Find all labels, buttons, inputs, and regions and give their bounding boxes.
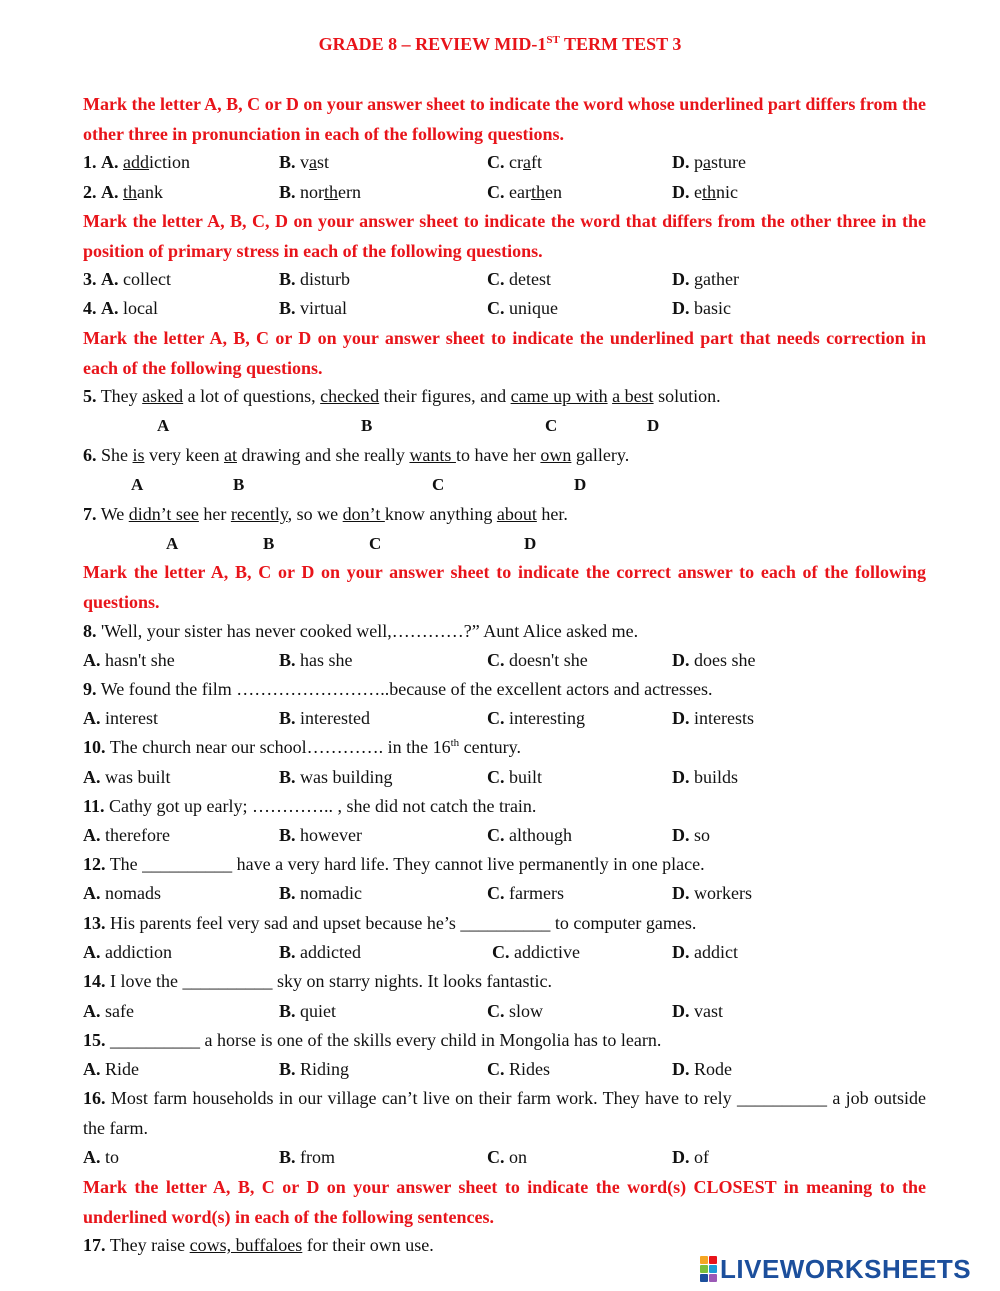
q5-label-c: C: [545, 416, 558, 435]
q5-label-a: A: [157, 416, 170, 435]
q3-option-b[interactable]: B. disturb: [279, 269, 351, 289]
instruction-stress: Mark the letter A, B, C, D on your answer sheet to indicate the word that differs from the other three in the position of primary stress in each of the following questions.: [83, 211, 926, 261]
q12-option-a[interactable]: A. nomads: [83, 883, 161, 903]
q9-option-d[interactable]: D. interests: [672, 708, 754, 728]
instruction-pronunciation: Mark the letter A, B, C or D on your answer sheet to indicate the word whose underlined part differs from the other three in pronunciation in each of the following questions.: [83, 94, 926, 144]
q6-label-d: D: [574, 475, 587, 494]
question-2: 2. A. thank: [83, 182, 164, 202]
q7-label-b: B: [263, 534, 275, 553]
q10-option-d[interactable]: D. builds: [672, 767, 739, 787]
q8-option-c[interactable]: C. doesn't she: [487, 650, 588, 670]
q14-option-d[interactable]: D. vast: [672, 1001, 723, 1021]
q4-option-c[interactable]: C. unique: [487, 298, 558, 318]
q11-option-a[interactable]: A. therefore: [83, 825, 170, 845]
liveworksheets-logo[interactable]: [700, 1254, 971, 1284]
q11-option-d[interactable]: D. so: [672, 825, 711, 845]
question-6: 6. She is very keen at drawing and she really wants to have her own gallery.: [83, 445, 630, 465]
q8-option-b[interactable]: B. has she: [279, 650, 353, 670]
q4-option-d[interactable]: D. basic: [672, 298, 731, 318]
q1-option-b[interactable]: B. vast: [279, 152, 330, 172]
q2-option-b[interactable]: B. northern: [279, 182, 362, 202]
q13-option-d[interactable]: D. addict: [672, 942, 738, 962]
question-17: 17. They raise cows, buffaloes for their own use.: [83, 1235, 434, 1255]
question-4: 4. A. local: [83, 298, 158, 318]
question-12: 12. The __________ have a very hard life. They cannot live permanently in one place.: [83, 854, 705, 874]
q10-option-a[interactable]: A. was built: [83, 767, 171, 787]
question-11: 11. Cathy got up early; ………….. , she did not catch the train.: [83, 796, 537, 816]
q3-option-d[interactable]: D. gather: [672, 269, 739, 289]
q16-option-d[interactable]: D. of: [672, 1147, 709, 1167]
question-1: 1. A. addiction: [83, 152, 190, 172]
logo-text: LIVEWORKSHEETS: [720, 1253, 972, 1284]
q7-label-a: A: [166, 534, 179, 553]
q15-option-d[interactable]: D. Rode: [672, 1059, 732, 1079]
q1-option-d[interactable]: D. pasture: [672, 152, 746, 172]
q6-label-b: B: [233, 475, 245, 494]
q8-option-d[interactable]: D. does she: [672, 650, 756, 670]
question-8: 8. 'Well, your sister has never cooked well,…………?” Aunt Alice asked me.: [83, 621, 639, 641]
q9-option-a[interactable]: A. interest: [83, 708, 158, 728]
q12-option-c[interactable]: C. farmers: [487, 883, 564, 903]
q15-option-a[interactable]: A. Ride: [83, 1059, 139, 1079]
q14-option-b[interactable]: B. quiet: [279, 1001, 337, 1021]
question-10: 10. The church near our school…………. in the 16th century.: [83, 737, 521, 757]
q14-option-c[interactable]: C. slow: [487, 1001, 544, 1021]
q9-option-b[interactable]: B. interested: [279, 708, 370, 728]
q13-option-a[interactable]: A. addiction: [83, 942, 172, 962]
q13-option-b[interactable]: B. addicted: [279, 942, 361, 962]
q9-option-c[interactable]: C. interesting: [487, 708, 585, 728]
q13-option-c[interactable]: C. addictive: [492, 942, 580, 962]
question-9: 9. We found the film ……………………..because of the excellent actors and actresses.: [83, 679, 713, 699]
instruction-closest-meaning: Mark the letter A, B, C or D on your answer sheet to indicate the word(s) CLOSEST in meaning to the underlined word(s) in each of the following sentences.: [83, 1177, 926, 1227]
instruction-error-correction: Mark the letter A, B, C or D on your answer sheet to indicate the underlined part that needs correction in each of the following questions.: [83, 328, 926, 378]
q5-label-d: D: [647, 416, 660, 435]
question-5: 5. They asked a lot of questions, checked their figures, and came up with a best solution.: [83, 386, 721, 406]
q3-option-c[interactable]: C. detest: [487, 269, 551, 289]
q14-option-a[interactable]: A. safe: [83, 1001, 134, 1021]
q7-label-c: C: [369, 534, 382, 553]
logo-mark-icon: [700, 1256, 717, 1282]
q11-option-b[interactable]: B. however: [279, 825, 362, 845]
question-3: 3. A. collect: [83, 269, 171, 289]
q15-option-c[interactable]: C. Rides: [487, 1059, 551, 1079]
q4-option-b[interactable]: B. virtual: [279, 298, 348, 318]
q6-label-a: A: [131, 475, 144, 494]
question-7: 7. We didn’t see her recently, so we don’t know anything about her.: [83, 504, 568, 524]
page-title: GRADE 8 – REVIEW MID-1ST TERM TEST 3: [318, 34, 682, 54]
q11-option-c[interactable]: C. although: [487, 825, 572, 845]
question-13: 13. His parents feel very sad and upset because he’s __________ to computer games.: [83, 913, 697, 933]
question-14: 14. I love the __________ sky on starry nights. It looks fantastic.: [83, 971, 552, 991]
q12-option-d[interactable]: D. workers: [672, 883, 752, 903]
q16-option-c[interactable]: C. on: [487, 1147, 527, 1167]
instruction-correct-answer: Mark the letter A, B, C or D on your answer sheet to indicate the correct answer to each of the following questions.: [83, 562, 926, 612]
q2-option-c[interactable]: C. earthen: [487, 182, 562, 202]
q6-label-c: C: [432, 475, 445, 494]
q10-option-b[interactable]: B. was building: [279, 767, 393, 787]
question-16: 16. Most farm households in our village can’t live on their farm work. They have to rely __________ a job outside the farm.: [83, 1088, 927, 1138]
q2-option-d[interactable]: D. ethnic: [672, 182, 739, 202]
q8-option-a[interactable]: A. hasn't she: [83, 650, 175, 670]
q15-option-b[interactable]: B. Riding: [279, 1059, 350, 1079]
q1-option-c[interactable]: C. craft: [487, 152, 542, 172]
question-15: 15. __________ a horse is one of the skills every child in Mongolia has to learn.: [83, 1030, 662, 1050]
q16-option-a[interactable]: A. to: [83, 1147, 120, 1167]
q7-label-d: D: [524, 534, 537, 553]
q10-option-c[interactable]: C. built: [487, 767, 543, 787]
q5-label-b: B: [361, 416, 373, 435]
q16-option-b[interactable]: B. from: [279, 1147, 336, 1167]
q12-option-b[interactable]: B. nomadic: [279, 883, 362, 903]
